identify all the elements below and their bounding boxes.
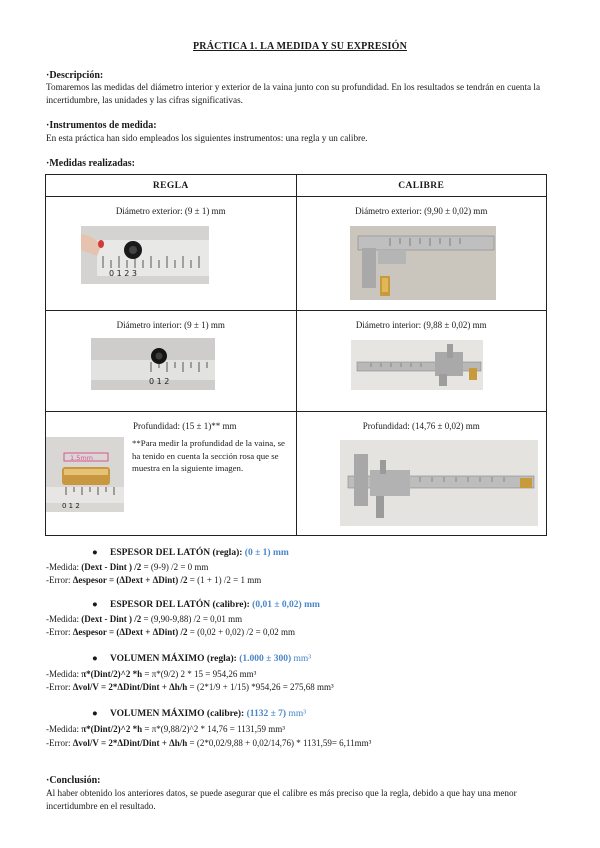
bullet-icon: ● [92,600,98,610]
measures-table [45,174,547,536]
cell-calibre-exterior [296,197,547,311]
depth-label-text: 1.5mm [70,454,94,462]
regla-profundidad-caption: Profundidad: (15 ± 1)** mm [133,421,237,431]
result-label: VOLUMEN MÁXIMO (calibre): [110,709,245,719]
table-row-exterior [46,197,547,311]
instruments-heading: ·Instrumentos de medida: [46,120,157,131]
cell-regla-interior [46,311,297,412]
depth-note: **Para medir la profundidad de la vaina, se ha tenido en cuenta la sección rosa que se muestra en la siguiente imagen. [132,438,285,474]
result-value: (0 ± 1) mm [244,548,289,558]
result-value: (0,01 ± 0,02) mm [252,600,320,610]
result-unit: mm³ [291,654,312,664]
column-header-regla: REGLA [46,175,297,197]
ruler-exterior-photo [81,226,209,284]
result-error-line: -Error: Δespesor = (ΔDext + ΔDint) /2 = (1 + 1) /2 = 1 mm [46,575,262,585]
caliper-interior-photo [351,340,483,390]
cell-regla-exterior [46,197,297,311]
result-medida-line: -Medida: (Dext - Dint ) /2 = (9,90-9,88) /2 = 0,01 mm [46,614,243,624]
table-row-interior [46,311,547,412]
table-header-row [46,175,547,197]
result-value: (1.000 ± 300) [239,654,292,664]
regla-interior-caption: Diámetro interior: (9 ± 1) mm [116,320,225,330]
calibre-profundidad-caption: Profundidad: (14,76 ± 0,02) mm [362,421,480,431]
result-label: ESPESOR DEL LATÓN (regla): [110,548,243,558]
result-medida-line: -Medida: (Dext - Dint ) /2 = (9-9) /2 = 0 mm [46,562,209,572]
calibre-exterior-caption: Diámetro exterior: (9,90 ± 0,02) mm [355,206,488,216]
ruler-depth-photo [46,437,124,512]
bullet-icon: ● [92,548,98,558]
page-title: PRÁCTICA 1. LA MEDIDA Y SU EXPRESIÓN [193,41,407,52]
result-heading-volumen-regla [92,654,311,664]
bullet-icon: ● [92,709,98,719]
caliper-exterior-photo [350,226,496,300]
bullet-icon: ● [92,654,98,664]
cell-regla-profundidad [46,412,297,536]
calibre-interior-caption: Diámetro interior: (9,88 ± 0,02) mm [355,320,487,330]
result-label: VOLUMEN MÁXIMO (regla): [110,654,237,664]
measures-heading: ·Medidas realizadas: [46,158,135,169]
result-heading-espesor-calibre [92,600,320,610]
svg-text:0 1 2: 0 1 2 [62,502,80,510]
svg-text:0 1 2: 0 1 2 [149,377,170,386]
svg-text:0 1 2 3: 0 1 2 3 [109,269,137,278]
description-text: Tomaremos las medidas del diámetro interior y exterior de la vaina junto con su profundidad. En los resultados se tendrán en cuenta la incertidumbre, las unidades y las cifras significativas. [46,82,541,105]
result-medida-line: -Medida: π*(Dint/2)^2 *h = π*(9/2) 2 * 15 = 954,26 mm³ [46,669,257,679]
result-heading-volumen-calibre [92,709,306,719]
result-unit: mm³ [286,709,307,719]
result-label: ESPESOR DEL LATÓN (calibre): [110,600,250,610]
caliper-depth-photo [340,440,538,526]
result-error-line: -Error: Δvol/V = 2*ΔDint/Dint + Δh/h = (2*1/9 + 1/15) *954,26 = 275,68 mm³ [46,682,334,692]
description-heading: ·Descripción: [46,70,104,81]
result-heading-espesor-regla [92,548,289,558]
result-medida-line: -Medida: π*(Dint/2)^2 *h = π*(9,88/2)^2 * 14,76 = 1131,59 mm³ [46,724,285,734]
result-error-line: -Error: Δvol/V = 2*ΔDint/Dint + Δh/h = (2*0,02/9,88 + 0,02/14,76) * 1131,59= 6,11mm³ [46,738,372,748]
instruments-text: En esta práctica han sido empleados los siguientes instrumentos: una regla y un calibre. [46,133,368,143]
result-error-line: -Error: Δespesor = (ΔDext + ΔDint) /2 = (0,02 + 0,02) /2 = 0,02 mm [46,627,295,637]
cell-calibre-interior [296,311,547,412]
conclusion-text: Al haber obtenido los anteriores datos, se puede asegurar que el calibre es más preciso que la regla, debido a que hay una menor incertidumbre en el resultado. [46,788,517,811]
result-value: (1132 ± 7) [246,709,287,719]
ruler-interior-photo [91,338,215,390]
cell-calibre-profundidad [296,412,547,536]
conclusion-heading: ·Conclusión: [46,775,101,786]
table-row-profundidad [46,412,547,536]
regla-exterior-caption: Diámetro exterior: (9 ± 1) mm [115,206,226,216]
column-header-calibre: CALIBRE [296,175,547,197]
